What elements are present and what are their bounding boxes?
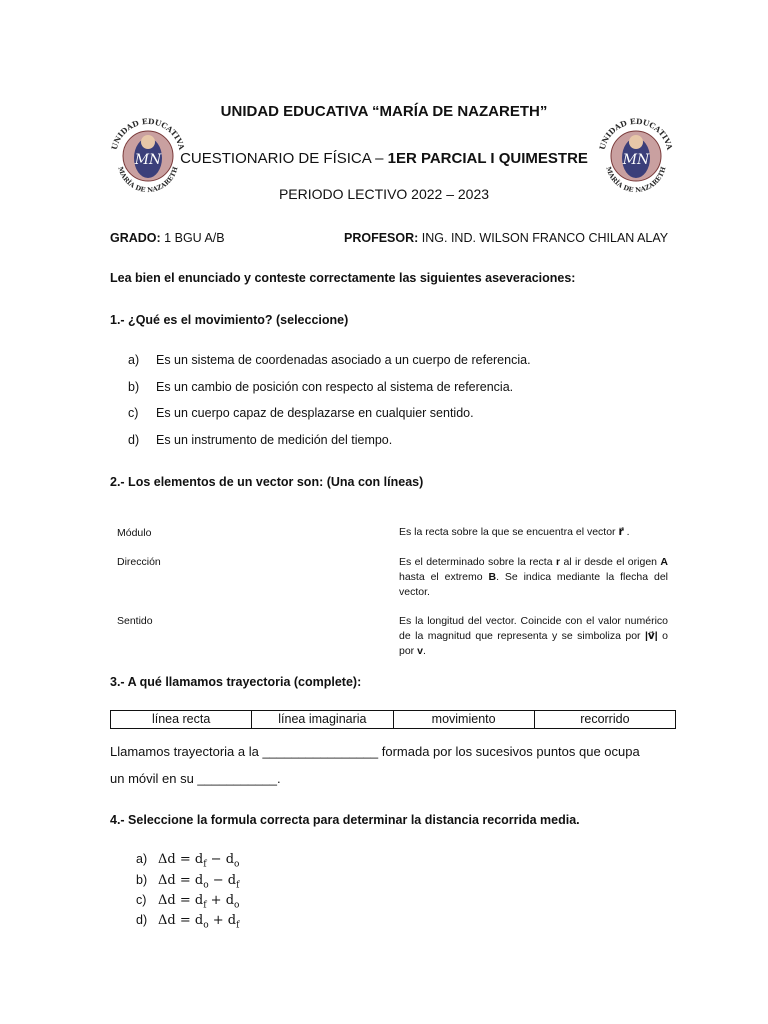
- logo-monogram: MN: [622, 152, 650, 168]
- instructions: Lea bien el enunciado y conteste correctamente las siguientes aseveraciones:: [110, 271, 576, 285]
- word-bank-cell: línea recta: [111, 711, 252, 728]
- match-right-1: Es la recta sobre la que se encuentra el vector r⃗ .: [399, 526, 630, 538]
- q1-option-a: a) Es un sistema de coordenadas asociado a un cuerpo de referencia.: [128, 353, 531, 367]
- word-bank-cell: línea imaginaria: [252, 711, 393, 728]
- question-2: 2.- Los elementos de un vector son: (Una con líneas): [110, 475, 424, 489]
- match-left-modulo: Módulo: [117, 527, 152, 539]
- question-4: 4.- Seleccione la formula correcta para determinar la distancia recorrida media.: [110, 813, 580, 827]
- subtitle-bold: 1ER PARCIAL I QUIMESTRE: [387, 150, 588, 167]
- word-bank-table: [110, 710, 676, 729]
- q4-option-a: a) $\Delta d = d_f - d_o$: [136, 852, 240, 870]
- match-left-direccion: Dirección: [117, 556, 161, 568]
- school-period: PERIODO LECTIVO 2022 – 2023: [278, 186, 490, 202]
- fill-blank-line-2: un móvil en su ___________.: [110, 771, 281, 786]
- question-1: 1.- ¿Qué es el movimiento? (seleccione): [110, 313, 349, 327]
- q4-option-c: c) $\Delta d = d_f + d_o$: [136, 893, 240, 911]
- logo-text-bottom: MARÍA DE NAZARETH: [604, 165, 668, 195]
- logo-text-bottom: MARÍA DE NAZARETH: [116, 165, 180, 195]
- logo-text-top: UNIDAD EDUCATIVA: [109, 116, 187, 151]
- match-right-3: Es la longitud del vector. Coincide con el valor numérico de la magnitud que representa y se simboliza por |v⃗| o por v.: [399, 615, 668, 657]
- grade-value: 1 BGU A/B: [160, 231, 225, 245]
- q1-option-d: d) Es un instrumento de medición del tiempo.: [128, 433, 393, 447]
- match-right-2: Es el determinado sobre la recta r al ir desde el origen A hasta el extremo B. Se indica mediante la flecha del vector.: [399, 556, 668, 598]
- grade-info: [110, 231, 225, 245]
- teacher-info: [344, 231, 668, 245]
- subtitle-plain: CUESTIONARIO DE FÍSICA –: [180, 150, 388, 167]
- document-subtitle: [0, 150, 768, 167]
- question-3: 3.- A qué llamamos trayectoria (complete):: [110, 675, 362, 689]
- teacher-label: PROFESOR:: [344, 231, 419, 245]
- word-bank-cell: movimiento: [394, 711, 535, 728]
- q4-option-d: d) $\Delta d = d_o + d_f$: [136, 913, 240, 931]
- match-left-sentido: Sentido: [117, 615, 153, 627]
- q1-option-b: b) Es un cambio de posición con respecto al sistema de referencia.: [128, 380, 514, 394]
- q1-option-c: c) Es un cuerpo capaz de desplazarse en cualquier sentido.: [128, 406, 474, 420]
- logo-monogram: MN: [134, 152, 162, 168]
- logo-text-top: UNIDAD EDUCATIVA: [597, 116, 675, 151]
- word-bank-cell: recorrido: [580, 712, 630, 726]
- teacher-value: ING. IND. WILSON FRANCO CHILAN ALAY: [418, 231, 669, 245]
- q4-option-b: b) $\Delta d = d_o - d_f$: [136, 873, 240, 891]
- grade-label: GRADO:: [110, 231, 161, 245]
- document-title: UNIDAD EDUCATIVA “MARÍA DE NAZARETH”: [220, 103, 548, 120]
- fill-blank-line-1: Llamamos trayectoria a la ________________ formada por los sucesivos puntos que ocupa: [110, 744, 640, 759]
